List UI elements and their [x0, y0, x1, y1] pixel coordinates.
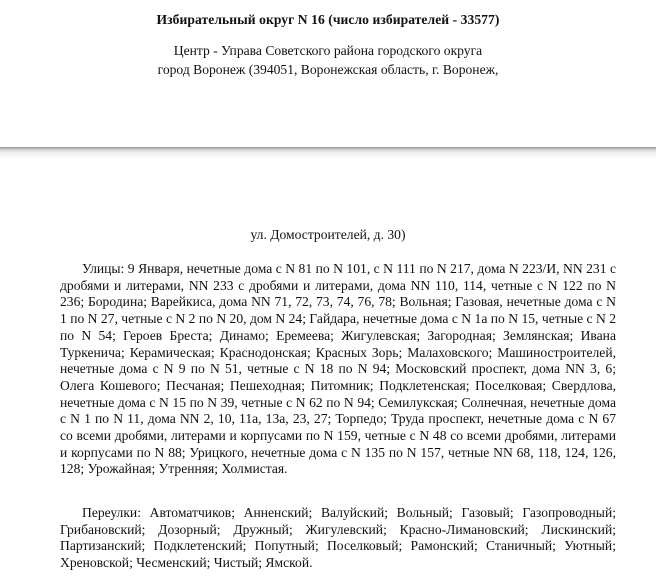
center-address-line-3: ул. Домостроителей, д. 30): [250, 227, 406, 242]
center-address-line-1: Центр - Управа Советского района городского округа: [173, 43, 483, 58]
lanes-paragraph: Переулки: Автоматчиков; Анненский; Валуйский; Вольный; Газовый; Газопроводный; Грибановский; Дозорный; Дружный; Жигулевский; Красно-Лимановский; Лискинский; Партизанский; Подклетенский; Попутный; Поселковый; Рамонский; Станичный; Уютный; Хреновской; Чесменский; Чистый; Ямской.: [60, 505, 616, 571]
page-break-divider: [0, 147, 656, 159]
center-address-line-2: город Воронеж (394051, Воронежская область, г. Воронеж,: [157, 62, 499, 77]
district-title: Избирательный округ N 16 (число избирателей - 33577): [156, 12, 500, 27]
page-top-section: [0, 0, 656, 148]
streets-paragraph: Улицы: 9 Января, нечетные дома с N 81 по N 101, с N 111 по N 217, дома N 223/И, NN 231 с дробями и литерами, NN 233 с дробями и литерами, дома NN 110, 114, четные с N 122 по N 236; Бородина; Варейкиса, дома NN 71, 72, 73, 74, 76, 78; Вольная; Газовая, нечетные дома с N 1 по N 27, четные с N 2 по N 20, дом N 24; Гайдара, нечетные дома с N 1а по N 15, четные с N 2 по N 54; Героев Бреста; Динамо; Еремеева; Жигулевская; Загородная; Землянская; Ивана Туркенича; Керамическая; Краснодонская; Красных Зорь; Малаховского; Машиностроителей, нечетные дома с N 9 по N 51, четные с N 18 по N 94; Московский проспект, дома NN 3, 6; Олега Кошевого; Песчаная; Пешеходная; Питомник; Подклетенская; Поселковая; Свердлова, нечетные дома с N 15 по N 39, четные с N 62 по N 94; Семилукская; Солнечная, нечетные дома с N 1 по N 11, дома NN 2, 10, 11а, 13а, 23, 27; Торпедо; Труда проспект, нечетные дома с N 67 со всеми дробями, литерами и корпусами по N 159, четные с N 48 со всеми дробями, литерами и корпусами по N 88; Урицкого, нечетные дома с N 135 по N 157, четные NN 68, 118, 124, 126, 128; Урожайная; Утренняя; Холмистая.: [60, 261, 616, 477]
